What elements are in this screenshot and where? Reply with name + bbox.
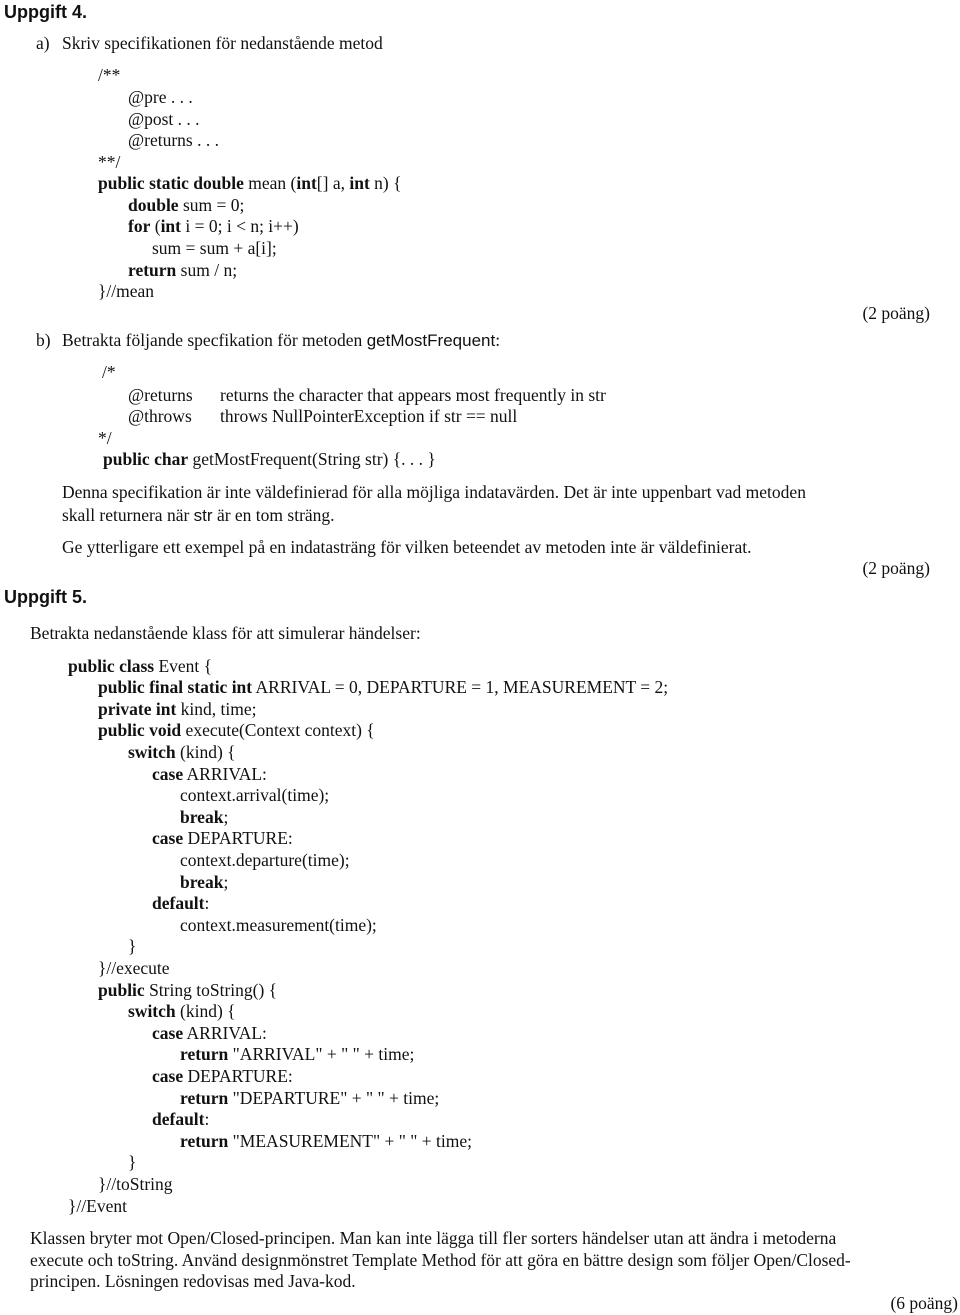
task4b-text xyxy=(62,330,500,351)
code-text: getMostFrequent(String str) {. . . } xyxy=(188,449,436,469)
keyword: case xyxy=(152,1066,184,1086)
code-text: : xyxy=(204,893,210,913)
task4a-points: (2 poäng) xyxy=(862,303,930,323)
code-text: sum = 0; xyxy=(178,195,245,215)
keyword: case xyxy=(152,764,184,784)
code-line xyxy=(152,828,293,848)
code-text: : xyxy=(204,1109,210,1129)
code-line: @returns xyxy=(128,385,193,405)
task4b-paragraph: Denna specifikation är inte väldefinierad för alla möjliga indatavärden. Det är inte uppenbart vad metoden xyxy=(62,482,806,502)
code-text: "MEASUREMENT" + " " + time; xyxy=(228,1131,473,1151)
code-line xyxy=(98,699,256,719)
code-line xyxy=(128,195,244,215)
paragraph-text: skall returnera när xyxy=(62,505,194,525)
keyword: case xyxy=(152,1023,184,1043)
keyword: return xyxy=(180,1044,229,1064)
keyword: return xyxy=(128,260,177,280)
code-text: DEPARTURE: xyxy=(183,1066,293,1086)
task4a-text: Skriv specifikationen för nedanstående metod xyxy=(62,33,383,53)
keyword: public void xyxy=(98,720,182,740)
task4b-points: (2 poäng) xyxy=(862,558,930,578)
code-text: ARRIVAL: xyxy=(183,764,267,784)
code-line xyxy=(180,1088,439,1108)
task5-closing: Klassen bryter mot Open/Closed-principen. Man kan inte lägga till fler sorters händelser utan att ändra i metoderna xyxy=(30,1228,837,1248)
code-line: }//execute xyxy=(98,958,170,978)
code-line: /** xyxy=(98,65,121,85)
code-text: "DEPARTURE" + " " + time; xyxy=(228,1088,440,1108)
code-line: @returns . . . xyxy=(128,130,219,150)
code-line: @pre . . . xyxy=(128,87,193,107)
keyword: private xyxy=(98,699,152,719)
task5-closing: principen. Lösningen redovisas med Java-kod. xyxy=(30,1271,356,1291)
code-line xyxy=(98,720,375,740)
code-line xyxy=(152,1066,293,1086)
method-name: getMostFrequent xyxy=(366,331,496,350)
task5-intro: Betrakta nedanstående klass för att simulerar händelser: xyxy=(30,623,421,643)
keyword: int xyxy=(349,173,370,193)
code-text: ARRIVAL: xyxy=(183,1023,267,1043)
code-text: i = 0; i < n; i++) xyxy=(181,216,299,236)
keyword: int xyxy=(296,173,317,193)
keyword: public final static int xyxy=(98,677,253,697)
task4b-text-post: : xyxy=(495,330,501,350)
code-line xyxy=(98,173,402,193)
keyword: double xyxy=(128,195,179,215)
code-text: (kind) { xyxy=(175,1001,236,1021)
code-line: }//mean xyxy=(98,281,155,301)
keyword: int xyxy=(160,216,181,236)
keyword: return xyxy=(180,1131,229,1151)
keyword: switch xyxy=(128,1001,176,1021)
keyword: public static double xyxy=(98,173,244,193)
code-line xyxy=(180,1044,414,1064)
code-line: /* xyxy=(102,362,116,382)
code-line xyxy=(103,449,436,469)
task4b-label: b) xyxy=(36,330,51,350)
task4b-question: Ge ytterligare ett exempel på en indatasträng för vilken beteendet av metoden inte är väldefinierat. xyxy=(62,537,752,557)
code-text: String toString() { xyxy=(144,980,278,1000)
code-text: sum / n; xyxy=(176,260,238,280)
keyword: public class xyxy=(68,656,155,676)
keyword: for xyxy=(128,216,151,236)
code-line: returns the character that appears most frequently in str xyxy=(220,385,606,405)
task5-closing: execute och toString. Använd designmönstret Template Method för att göra en bättre design som följer Open/Closed- xyxy=(30,1250,851,1270)
code-line xyxy=(98,677,668,697)
code-line: throws NullPointerException if str == null xyxy=(220,406,518,426)
code-line xyxy=(152,764,267,784)
keyword: default xyxy=(152,1109,205,1129)
code-text: kind, time; xyxy=(176,699,257,719)
code-line: context.measurement(time); xyxy=(180,915,377,935)
code-line: } xyxy=(128,1152,137,1172)
code-line xyxy=(152,893,209,913)
keyword: public char xyxy=(103,449,189,469)
task4-heading: Uppgift 4. xyxy=(4,2,87,22)
keyword: break xyxy=(180,807,224,827)
code-line: }//Event xyxy=(68,1196,127,1216)
code-text: mean ( xyxy=(243,173,297,193)
keyword: int xyxy=(155,699,177,719)
task4b-text-pre: Betrakta följande specfikation för metoden xyxy=(62,330,367,350)
keyword: case xyxy=(152,828,184,848)
code-line: } xyxy=(128,936,137,956)
keyword: public xyxy=(98,980,145,1000)
code-line xyxy=(98,980,277,1000)
code-line xyxy=(128,1001,236,1021)
code-line: */ xyxy=(98,428,112,448)
code-line: **/ xyxy=(98,152,121,172)
code-text: ; xyxy=(223,872,229,892)
code-line: @post . . . xyxy=(128,109,200,129)
code-text: [] a, xyxy=(316,173,350,193)
code-line xyxy=(152,1023,267,1043)
code-line xyxy=(128,260,237,280)
task4a-label: a) xyxy=(36,33,50,53)
paragraph-text: är en tom sträng. xyxy=(212,505,335,525)
code-text: DEPARTURE: xyxy=(183,828,293,848)
code-text: "ARRIVAL" + " " + time; xyxy=(228,1044,415,1064)
code-line xyxy=(128,216,299,236)
code-text: execute(Context context) { xyxy=(181,720,375,740)
code-line: context.departure(time); xyxy=(180,850,350,870)
code-line: }//toString xyxy=(98,1174,173,1194)
keyword: break xyxy=(180,872,224,892)
task5-points: (6 poäng) xyxy=(890,1293,958,1313)
task4b-paragraph xyxy=(62,505,335,526)
code-ref: str xyxy=(193,506,213,525)
code-text: ( xyxy=(150,216,161,236)
code-text: n) { xyxy=(369,173,402,193)
code-text: (kind) { xyxy=(175,742,236,762)
code-line: @throws xyxy=(128,406,192,426)
code-line: sum = sum + a[i]; xyxy=(152,238,277,258)
code-line xyxy=(180,807,228,827)
code-text: ; xyxy=(223,807,229,827)
code-text: Event { xyxy=(154,656,213,676)
code-line xyxy=(180,872,228,892)
code-line xyxy=(180,1131,472,1151)
code-text: ARRIVAL = 0, DEPARTURE = 1, MEASUREMENT = 2; xyxy=(252,677,669,697)
keyword: return xyxy=(180,1088,229,1108)
code-line: context.arrival(time); xyxy=(180,785,330,805)
code-line xyxy=(128,742,236,762)
keyword: switch xyxy=(128,742,176,762)
code-line xyxy=(152,1109,209,1129)
code-line xyxy=(68,656,212,676)
task5-heading: Uppgift 5. xyxy=(4,587,87,607)
keyword: default xyxy=(152,893,205,913)
